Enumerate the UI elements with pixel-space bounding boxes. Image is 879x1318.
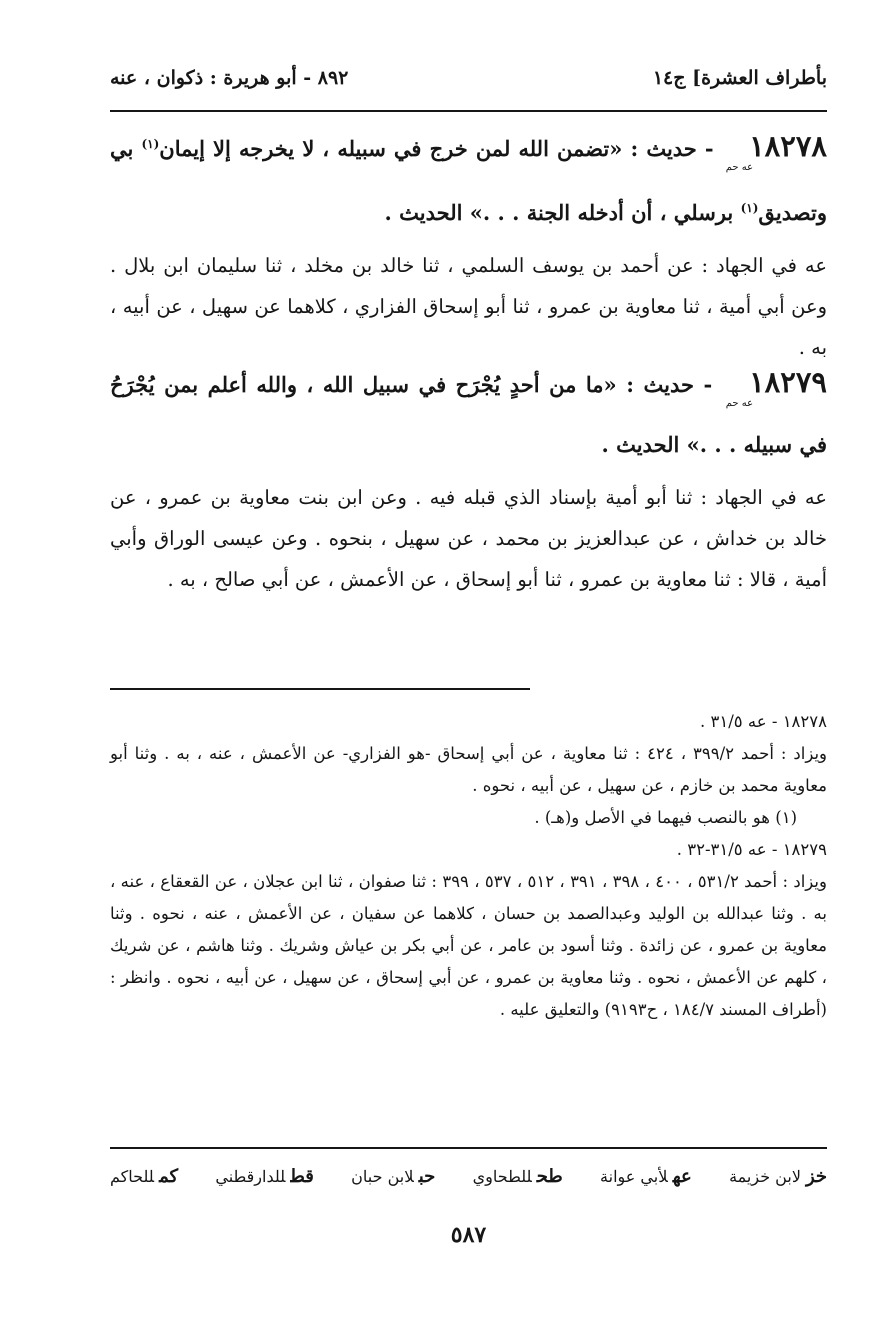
hadith-text-part: بي وتصديق <box>110 136 827 225</box>
footnote-text: ويزاد : أحمد ٥٣١/٢ ، ٤٠٠ ، ٣٩٨ ، ٣٩١ ، ٥١٢ ، ٥٣٧ ، ٣٩٩ : ثنا صفوان ، ثنا ابن عجلان ، عن القعقاع ، عنه ، به . وثنا عبدالله بن الوليد وعبدالصمد بن حسان ، كلاهما عن سفيان ، عن الأعمش ، عنه ، نحوه . وثنا معاوية بن عمرو ، عن زائدة . وثنا أسود بن عامر ، عن أبي بكر بن عياش وشريك . وثنا هاشم ، عن شريك ، كلهم عن الأعمش ، نحوه . وثنا معاوية بن عمرو ، عن أبي إسحاق ، عن سهيل ، عن أبيه ، نحوه . وانظر : (أطراف المسند ١٨٤/٧ ، ح٩١٩٣) والتعليق عليه . <box>110 872 827 1019</box>
hadith-chain: عه في الجهاد : ثنا أبو أمية بإسناد الذي قبله فيه . وعن ابن بنت معاوية بن عمرو ، عن خالد بن خداش ، عن عبدالعزيز بن محمد ، عن سهيل ، بنحوه . وعن عيسى الوراق وأبي أمية ، قالا : ثنا معاوية بن عمرو ، ثنا أبو إسحاق ، عن الأعمش ، عن أبي صالح ، به . <box>110 486 827 591</box>
hadith-title <box>110 362 827 465</box>
abbreviation-key <box>110 1162 827 1190</box>
footnotes <box>110 706 827 1026</box>
footnote-ref: ١٨٢٧٩ - عه ٣١/٥-٣٢ . <box>676 840 827 859</box>
footnote-ref: ١٨٢٧٨ - عه ٣١/٥ . <box>700 712 827 731</box>
footnote-rule <box>110 688 530 690</box>
header-book-title: بأطراف العشرة] ج١٤ <box>652 67 827 89</box>
header-rule <box>110 110 827 112</box>
abbreviation-item: طحللطحاوي <box>472 1165 563 1187</box>
hadith-chain: عه في الجهاد : عن أحمد بن يوسف السلمي ، ثنا خالد بن مخلد ، ثنا سليمان ابن بلال . وعن أبي أمية ، ثنا معاوية بن عمرو ، ثنا أبو إسحاق الفزاري ، كلاهما عن سهيل ، عن أبيه ، به . <box>110 254 827 359</box>
abbreviation-item: عهلأبي عوانة <box>600 1165 692 1187</box>
footnote-marker: (١) <box>141 137 160 151</box>
hadith-title <box>110 124 827 233</box>
book-page <box>110 0 827 1318</box>
abbreviation-item: قطللدارقطني <box>215 1165 314 1187</box>
abbreviation-item: خزلابن خزيمة <box>729 1165 827 1187</box>
hadith-text-part: - حديث : «تضمن الله لمن خرج في سبيله ، لا يخرجه إلا إيمان <box>159 136 714 161</box>
footnote-text: ويزاد : أحمد ٣٩٩/٢ ، ٤٢٤ : ثنا معاوية ، عن أبي إسحاق -هو الفزاري- عن الأعمش ، عنه ، به . وثنا أبو معاوية محمد بن خازم ، عن سهيل ، عن أبيه ، نحوه . <box>110 744 828 795</box>
footnote-text: (١) هو بالنصب فيهما في الأصل و(هـ) . <box>534 808 797 827</box>
header-chapter: ٨٩٢ - أبو هريرة : ذكوان ، عنه <box>110 67 349 89</box>
running-header <box>110 60 827 96</box>
footnote-marker: (١) <box>740 201 759 215</box>
source-symbols: عه حم <box>725 162 754 173</box>
hadith-text-part: برسلي ، أن أدخله الجنة . . .» الحديث . <box>384 200 741 225</box>
hadith-entry <box>110 124 827 368</box>
hadith-text: - حديث : «ما من أحدٍ يُجْرَح في سبيل الله ، والله أعلم بمن يُجْرَحُ في سبيله . . .» الحديث . <box>110 372 827 457</box>
hadith-number: ١٨٢٧٨ <box>749 129 827 163</box>
abbreviation-item: حبلابن حبان <box>351 1165 436 1187</box>
page-number: ٥٨٧ <box>450 1222 487 1248</box>
hadith-number: ١٨٢٧٩ <box>749 365 827 399</box>
abbreviation-item: كمللحاكم <box>110 1165 179 1187</box>
hadith-entry <box>110 362 827 600</box>
bottom-rule <box>110 1147 827 1149</box>
source-symbols: عه حم <box>725 398 754 409</box>
